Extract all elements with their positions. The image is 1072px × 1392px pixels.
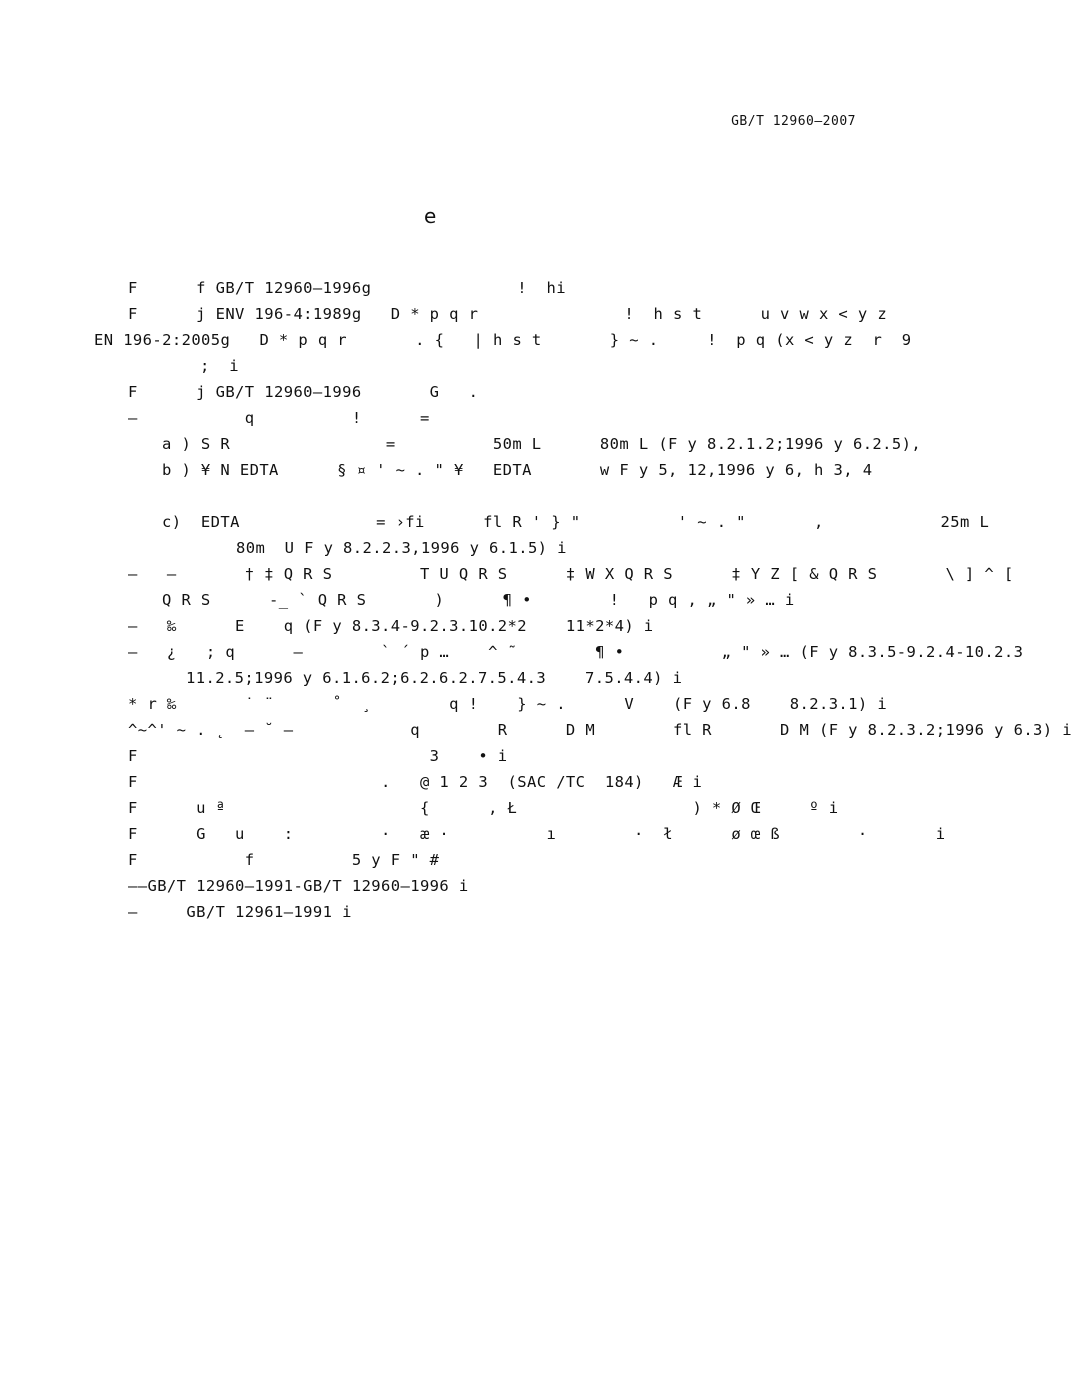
- text-line: ^~^' ~ . ˛ – ˘ — q R D M fl R D M (F y 8.2.3.2;1996 y 6.3) i: [128, 721, 1072, 739]
- text-line: ——GB/T 12960—1991-GB/T 12960—1996 i: [128, 877, 469, 895]
- text-line: — q ! =: [128, 409, 430, 427]
- text-line: ; i: [200, 357, 239, 375]
- text-line: F f 5 y F " #: [128, 851, 440, 869]
- text-line: Q R S -_ ` Q R S ) ¶ • ! p q , „ " » … i: [162, 591, 795, 609]
- text-line: 80m U F y 8.2.2.3,1996 y 6.1.5) i: [236, 539, 567, 557]
- text-line: EN 196-2:2005g D * p q r . { | h s t } ~ . ! p q (x < y z r 9: [94, 331, 912, 349]
- text-line: — GB/T 12961—1991 i: [128, 903, 352, 921]
- text-line: — — † ‡ Q R S T U Q R S ‡ W X Q R S ‡ Y Z [ & Q R S \ ] ^ [: [128, 565, 1014, 583]
- text-line: — ¿ ; q — ` ´ p … ^ ˜ ¶ • „ " » … (F y 8.3.5-9.2.4-10.2.3: [128, 643, 1024, 661]
- text-line: F j ENV 196-4:1989g D * p q r ! h s t u v w x < y z: [128, 305, 888, 323]
- text-line: — ‰ E q (F y 8.3.4-9.2.3.10.2*2 11*2*4) i: [128, 617, 654, 635]
- text-line: F G u : · æ · ı · ł ø œ ß · i: [128, 825, 946, 843]
- text-line: F 3 • i: [128, 747, 508, 765]
- foreword-title: e: [424, 204, 437, 228]
- text-line: F u ª { , Ł ) * Ø Œ º i: [128, 799, 839, 817]
- text-line: c) EDTA = ›fi fl R ' } " ' ~ . " , 25m L: [162, 513, 990, 531]
- text-line: F f GB/T 12960—1996g ! hi: [128, 279, 566, 297]
- text-line: * r ‰ ˙ ¨ ˚ ¸ q ! } ~ . V (F y 6.8 8.2.3.1) i: [128, 695, 888, 713]
- text-line: 11.2.5;1996 y 6.1.6.2;6.2.6.2.7.5.4.3 7.5.4.4) i: [186, 669, 683, 687]
- text-line: b ) ¥ N EDTA § ¤ ' ~ . " ¥ EDTA w F y 5, 12,1996 y 6, h 3, 4: [162, 461, 873, 479]
- standard-code: GB/T 12960—2007: [731, 114, 856, 129]
- text-line: F . @ 1 2 3 (SAC /TC 184) Æ i: [128, 773, 703, 791]
- text-line: a ) S R = 50m L 80m L (F y 8.2.1.2;1996 y 6.2.5),: [162, 435, 922, 453]
- text-line: F j GB/T 12960—1996 G .: [128, 383, 479, 401]
